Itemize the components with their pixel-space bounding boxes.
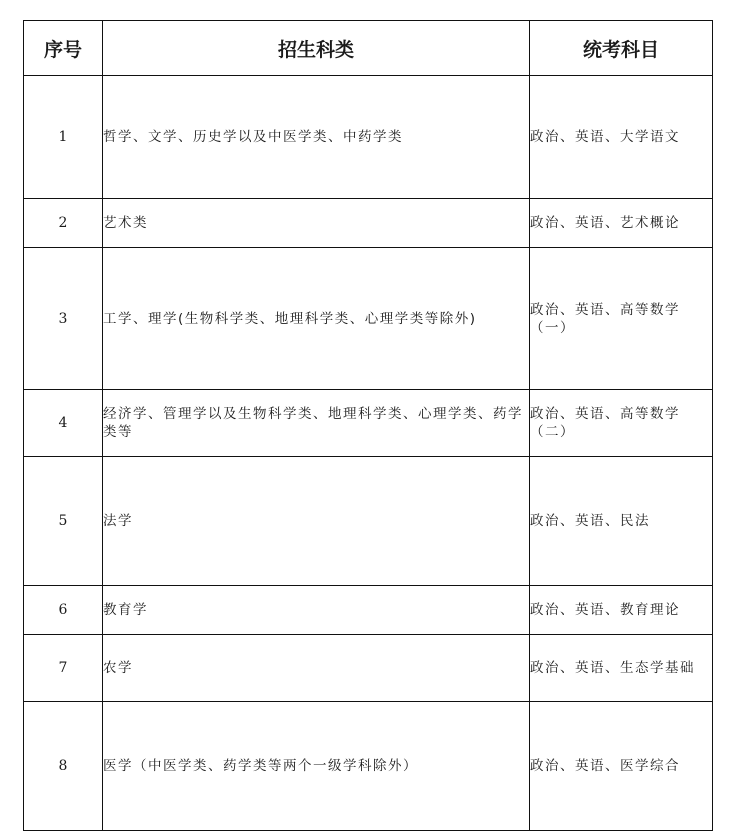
table-row [24, 586, 713, 635]
exam-subjects-table [23, 20, 713, 831]
row-exams: 政治、英语、高等数学（一） [530, 248, 713, 390]
table-row [24, 199, 713, 248]
row-category: 农学 [103, 635, 530, 702]
row-category: 法学 [103, 457, 530, 586]
row-exams: 政治、英语、高等数学（二） [530, 390, 713, 457]
table-row [24, 702, 713, 831]
table-row [24, 76, 713, 199]
row-category: 教育学 [103, 586, 530, 635]
row-category: 医学（中医学类、药学类等两个一级学科除外） [103, 702, 530, 831]
row-exams: 政治、英语、生态学基础 [530, 635, 713, 702]
row-number: 5 [24, 457, 103, 586]
table-row [24, 390, 713, 457]
row-number: 4 [24, 390, 103, 457]
row-category: 艺术类 [103, 199, 530, 248]
row-exams: 政治、英语、医学综合 [530, 702, 713, 831]
row-number: 3 [24, 248, 103, 390]
header-category: 招生科类 [103, 21, 530, 76]
row-exams: 政治、英语、大学语文 [530, 76, 713, 199]
header-exams: 统考科目 [530, 21, 713, 76]
table-row [24, 635, 713, 702]
row-category: 经济学、管理学以及生物科学类、地理科学类、心理学类、药学类等 [103, 390, 530, 457]
table-row [24, 248, 713, 390]
row-number: 1 [24, 76, 103, 199]
row-category: 工学、理学(生物科学类、地理科学类、心理学类等除外) [103, 248, 530, 390]
row-number: 6 [24, 586, 103, 635]
row-number: 2 [24, 199, 103, 248]
row-number: 8 [24, 702, 103, 831]
row-exams: 政治、英语、教育理论 [530, 586, 713, 635]
row-category: 哲学、文学、历史学以及中医学类、中药学类 [103, 76, 530, 199]
table-row [24, 457, 713, 586]
header-row [24, 21, 713, 76]
header-number: 序号 [24, 21, 103, 76]
row-exams: 政治、英语、艺术概论 [530, 199, 713, 248]
row-number: 7 [24, 635, 103, 702]
row-exams: 政治、英语、民法 [530, 457, 713, 586]
